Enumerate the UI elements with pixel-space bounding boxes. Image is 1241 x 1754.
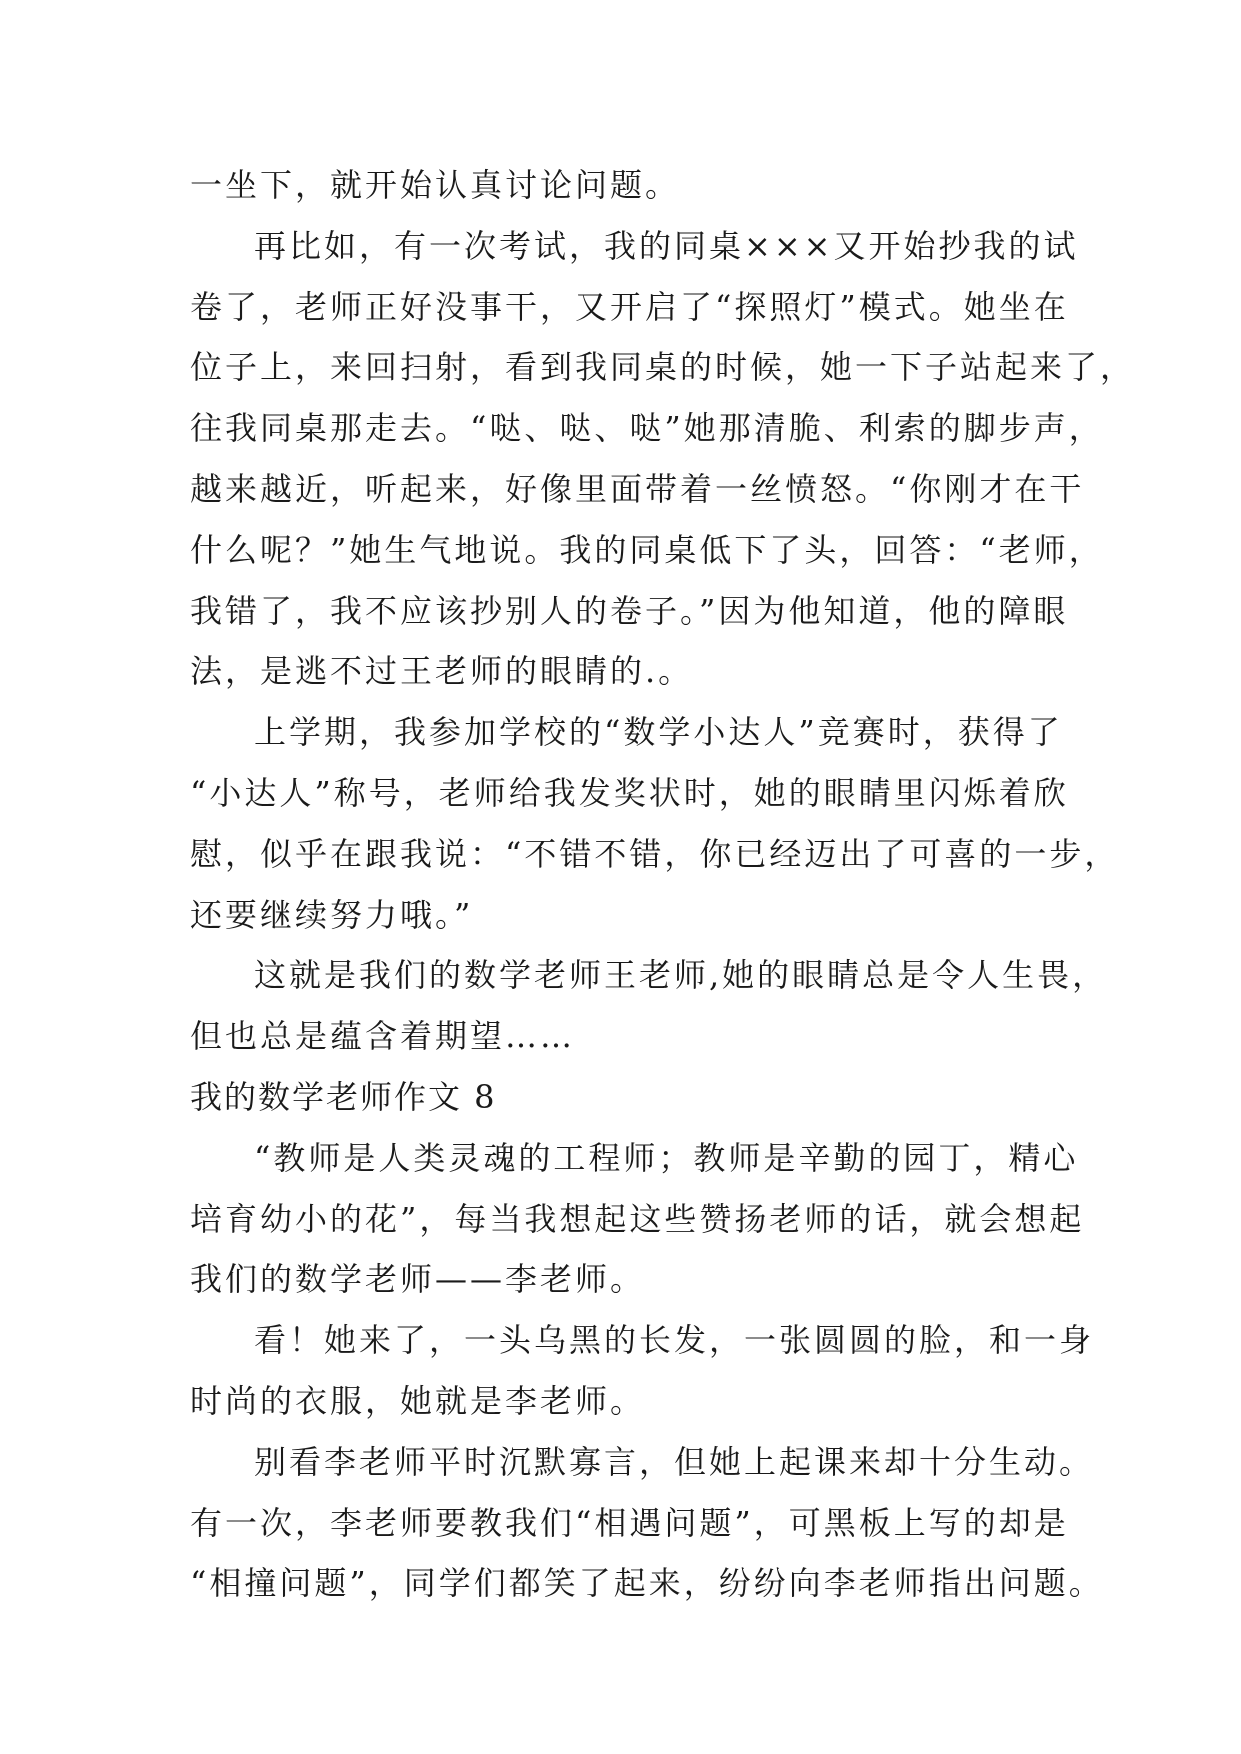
text-line: “相撞问题”，同学们都笑了起来，纷纷向李老师指出问题。 — [190, 1564, 1104, 1603]
text-line: 培育幼小的花”，每当我想起这些赞扬老师的话，就会想起 — [190, 1199, 1085, 1238]
essay-title: 我的数学老师作文 8 — [190, 1077, 497, 1116]
text-line: 看！她来了，一头乌黑的长发，一张圆圆的脸，和一身 — [254, 1321, 1095, 1360]
text-line: 我们的数学老师——李老师。 — [190, 1260, 646, 1299]
paragraph-continuation — [190, 155, 1070, 216]
text-line: 法，是逃不过王老师的眼睛的.。 — [190, 652, 694, 691]
text-line: 往我同桌那走去。“哒、哒、哒”她那清脆、利索的脚步声， — [190, 409, 1104, 448]
text-line: 卷了，老师正好没事干，又开启了“探照灯”模式。她坐在 — [190, 287, 1069, 326]
text-line: 但也总是蕴含着期望…… — [190, 1017, 576, 1056]
text-line: 慰，似乎在跟我说：“不错不错，你已经迈出了可喜的一步， — [190, 834, 1120, 873]
paragraph-look — [190, 1310, 1095, 1432]
text-line: “教师是人类灵魂的工程师；教师是辛勤的园丁，精心 — [254, 1138, 1079, 1177]
text-line: 位子上，来回扫射，看到我同桌的时候，她一下子站起来了， — [190, 348, 1136, 387]
text-line: 越来越近，听起来，好像里面带着一丝愤怒。“你刚才在干 — [190, 469, 1085, 508]
text-line: 再比如，有一次考试，我的同桌×××又开始抄我的试 — [254, 226, 1079, 265]
essay-body — [190, 155, 1136, 1614]
text-line: 一坐下，就开始认真讨论问题。 — [190, 166, 681, 204]
text-line: 时尚的衣服，她就是李老师。 — [190, 1381, 646, 1420]
text-line: 有一次，李老师要教我们“相遇问题”，可黑板上写的却是 — [190, 1503, 1069, 1542]
paragraph-class — [190, 1432, 1104, 1614]
text-line: “小达人”称号，老师给我发奖状时，她的眼睛里闪烁着欣 — [190, 773, 1069, 812]
text-line: 别看李老师平时沉默寡言，但她上起课来却十分生动。 — [254, 1442, 1095, 1481]
paragraph-summary — [190, 945, 1108, 1067]
paragraph-contest — [190, 702, 1120, 945]
text-line: 上学期，我参加学校的“数学小达人”竞赛时，获得了 — [254, 713, 1063, 752]
text-line: 什么呢？”她生气地说。我的同桌低下了头，回答：“老师， — [190, 530, 1104, 569]
text-line: 还要继续努力哦。” — [190, 895, 474, 934]
paragraph-quote — [190, 1128, 1085, 1310]
text-line: 这就是我们的数学老师王老师,她的眼睛总是令人生畏， — [254, 956, 1108, 995]
text-line: 我错了，我不应该抄别人的卷子。”因为他知道，他的障眼 — [190, 591, 1069, 630]
paragraph-exam — [190, 216, 1136, 702]
